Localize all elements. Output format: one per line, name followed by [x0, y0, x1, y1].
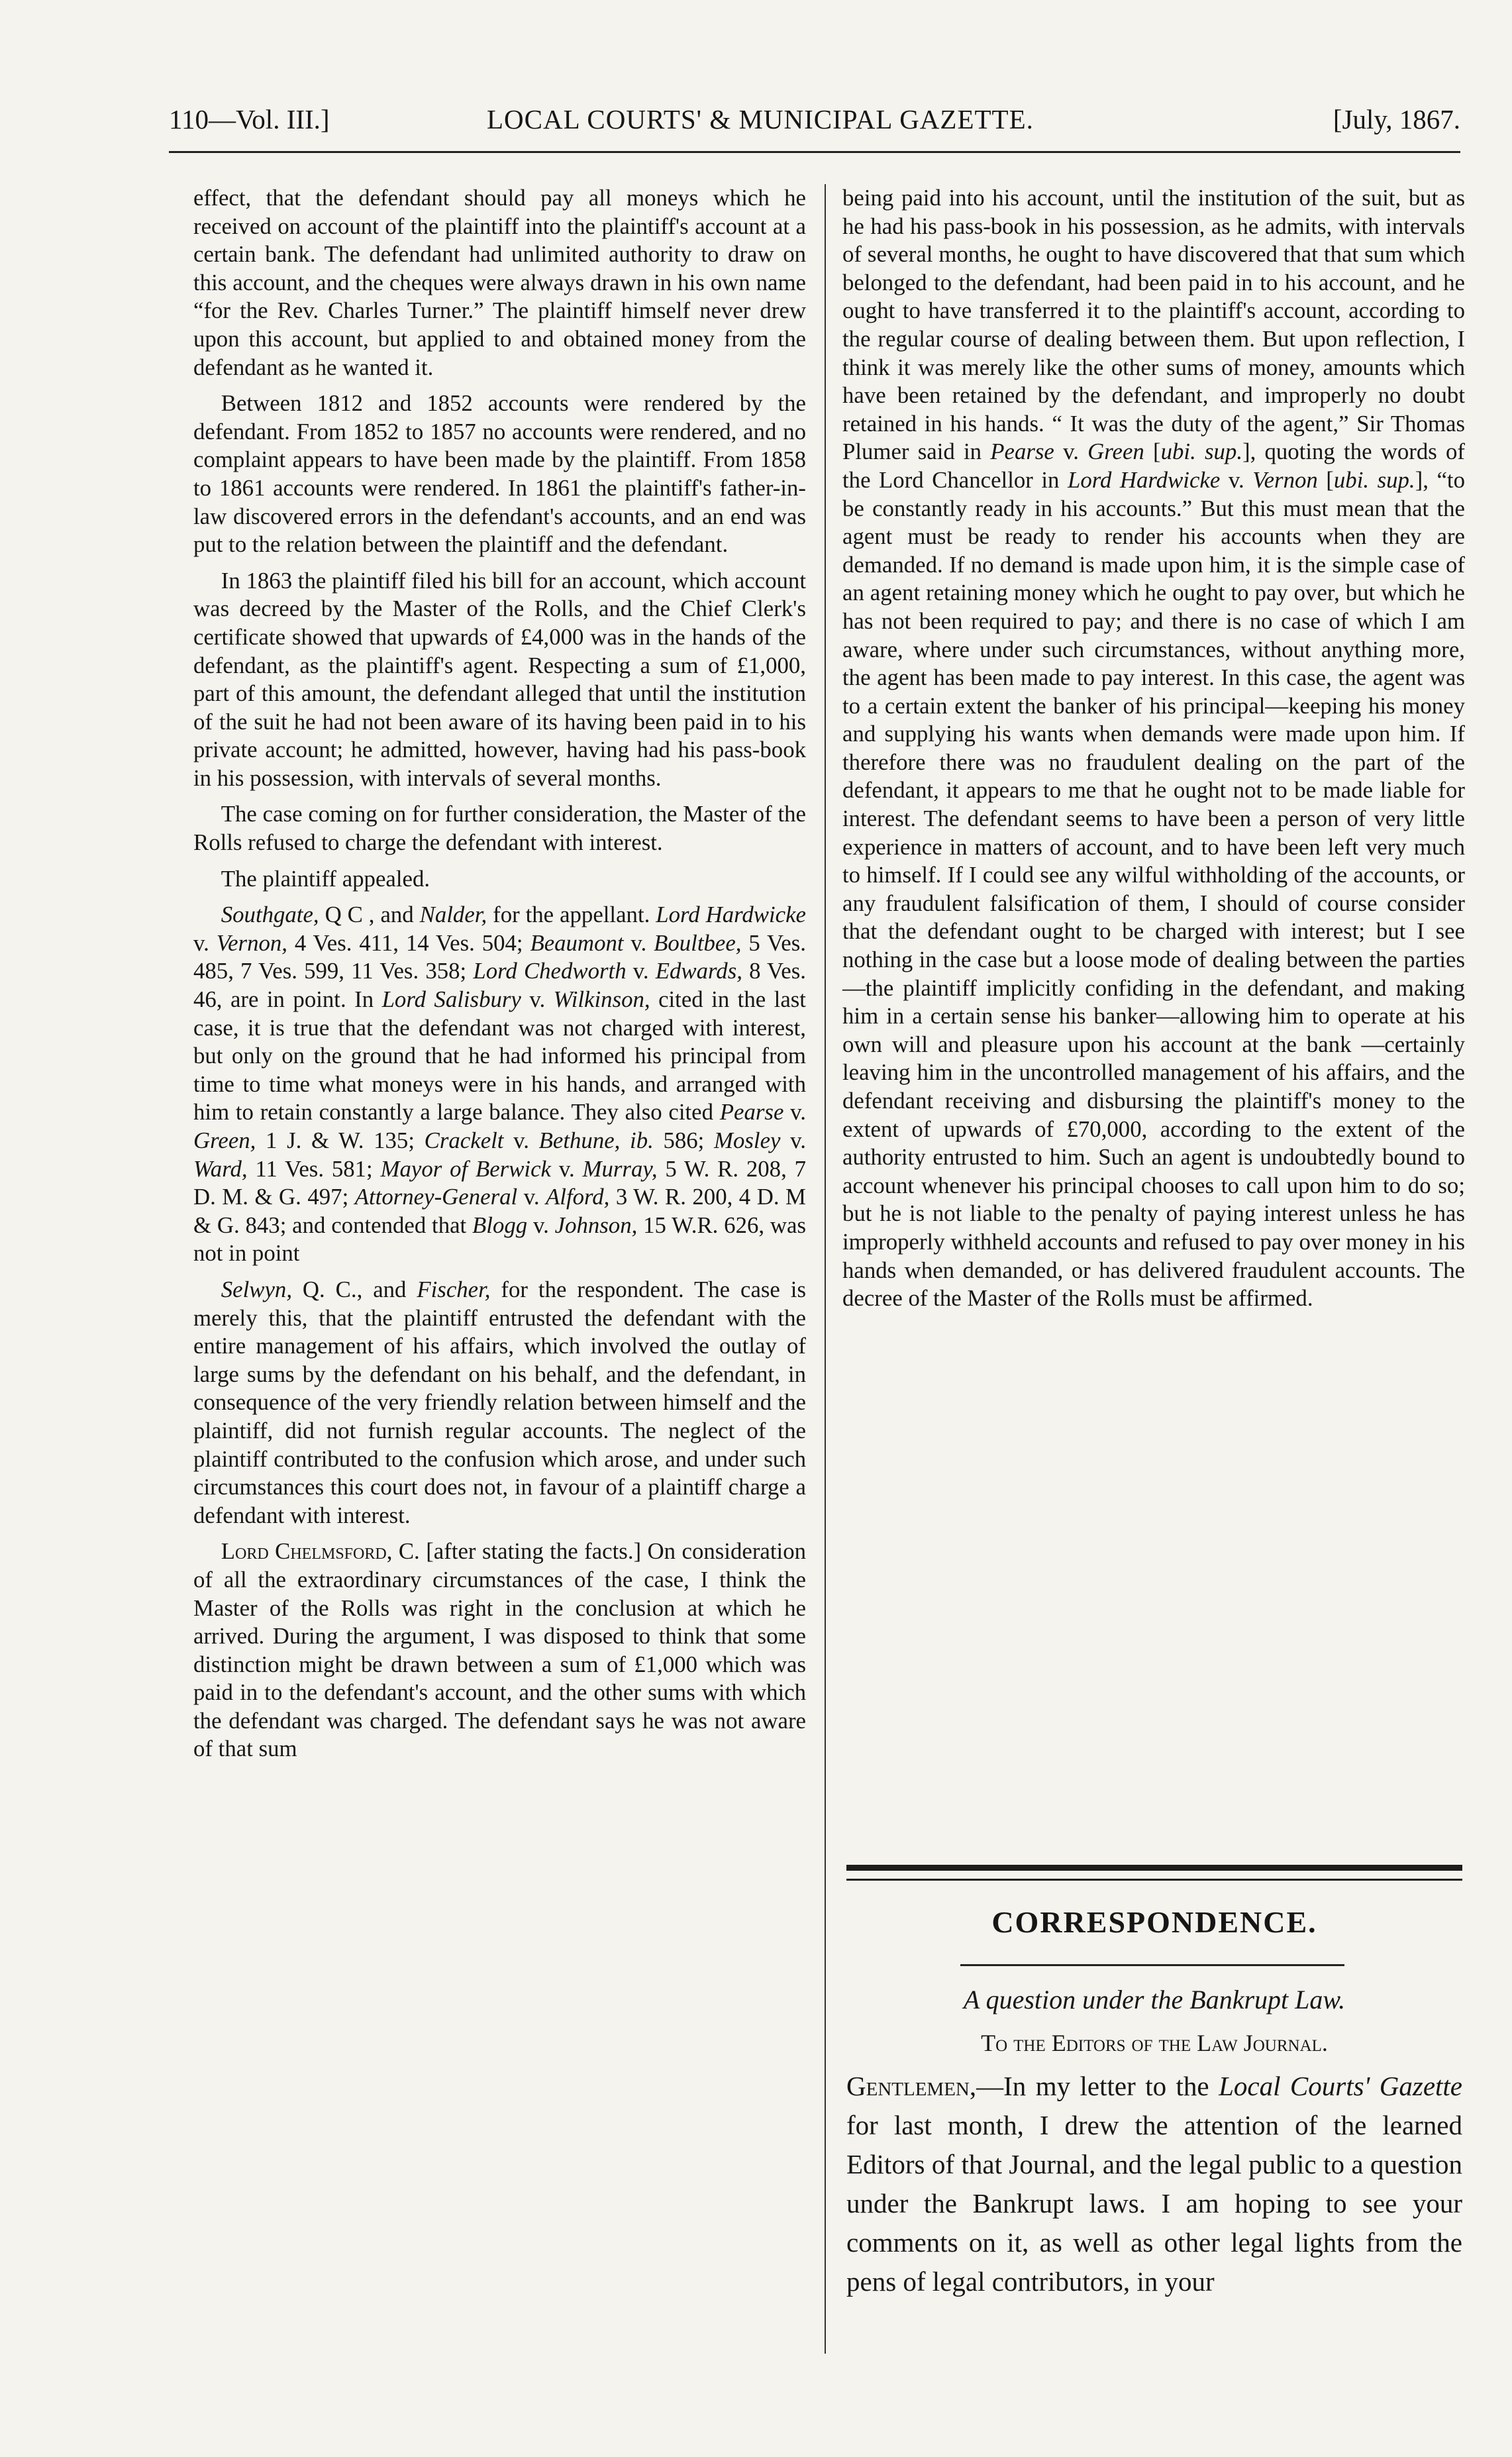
letter-text: [846, 2071, 1462, 2297]
text-run: v.: [623, 929, 654, 956]
italic-citation: ubi. sup.: [1333, 466, 1415, 493]
italic-citation: Lord Hardwicke: [656, 902, 806, 928]
left-paragraph-2: Between 1812 and 1852 accounts were rendered by the defendant. From 1852 to 1857 no accounts were rendered, and no complaint appears to have been made by the plaintiff. From 1858 to 1861 accounts were rendered. In 1861 the plaintiff's father-in-law discovered errors in the defendant's accounts, and an end was put to the relation between the plaintiff and the defendant.: [193, 390, 806, 558]
text-run: 5 Ves. 485, 7 Ves. 599, 11 Ves. 358;: [193, 929, 806, 984]
correspondence-heading: CORRESPONDENCE.: [991, 1905, 1317, 1939]
italic-citation: Pearse: [719, 1099, 784, 1125]
italic-citation: Beaumont: [530, 929, 624, 956]
text-run: v.: [551, 1155, 583, 1182]
text-run: v.: [780, 1127, 806, 1153]
italic-citation: Green: [1087, 439, 1144, 465]
italic-citation: Green,: [193, 1127, 256, 1153]
publication-title: LOCAL COURTS' & MUNICIPAL GAZETTE.: [487, 104, 1034, 134]
judgment-text: [after stating the facts.] On consideration of all the extraordinary circumstances of the case, I think the Master of the Rolls was right in the conclusion at which he arrived. During the argument, I was disposed to think that some distinction might be drawn between a sum of £1,000 which was paid in to the defendant's account, and the other sums with which the defendant was charged. The defendant says he was not aware of that sum: [193, 1538, 806, 1762]
text-run: v.: [527, 1212, 555, 1238]
italic-citation: Edwards,: [655, 958, 742, 984]
text-run: Q C , and: [319, 902, 420, 928]
text-run: v.: [193, 929, 217, 956]
italic-citation: Southgate,: [221, 902, 319, 928]
text-run: 1 J. & W. 135;: [256, 1127, 425, 1153]
italic-citation: Blogg: [472, 1212, 528, 1238]
text-run: v.: [1220, 466, 1253, 493]
text-run: for the respondent. The case is merely this, that the plaintiff entrusted the defendant with the entire management of his affairs, which involved the outlay of large sums by the defendant on his behalf, and the defendant, in consequence of the very friendly relation between himself and the plaintiff, did not furnish regular accounts. The neglect of the plaintiff contributed to the confusion which arose, and under such circumstances this court does not, in favour of a plaintiff charge a defendant with interest.: [193, 1276, 806, 1528]
italic-citation: Lord Chedworth: [473, 958, 627, 984]
text-run: 15 W.R. 626, was not in point: [193, 1212, 806, 1267]
column-divider: [825, 184, 826, 2354]
italic-citation: Selwyn,: [221, 1276, 293, 1302]
italic-citation: Vernon: [1252, 466, 1318, 493]
page-number-volume: 110—Vol. III.]: [169, 104, 330, 134]
italic-citation: Pearse: [990, 439, 1054, 465]
italic-citation: Wilkinson,: [553, 986, 650, 1013]
left-column: [193, 184, 806, 1771]
text-run: ], “to be constantly ready in his accounts.” But this must mean that the agent must be ready to render his accounts when they are demanded. If no demand is made upon him, it is the simple case of an agent retaining money which he ought to pay over, but which he has not been required to pay; and there is no case of which I am aware, where under such circumstances, without anything more, the agent has been made to pay interest. In this case, the agent was to a certain extent the banker of his principal—keeping his money and supplying his wants when demands were made upon him. If therefore there was no fraudulent dealing on the part of the defendant, it appears to me that he ought not to be made liable for interest. The defendant seems to have been a person of very little experience in matters of account, and to have been left very much to himself. If I could see any wilful withholding of the accounts, or any fraudulent falsification of them, I should of course consider that the defendant ought to be charged with interest; but I see nothing in the case but a loose mode of dealing between the parties—the plaintiff implicitly confiding in the defendant, and making him in a certain sense his banker—allowing him to operate at his own will and pleasure upon his account at the bank —certainly leaving him in the uncontrolled management of his affairs, and the defendant receiving and disbursing the plaintiff's money to the extent of upwards of £70,000, according to the extent of the authority entrusted to him. Such an agent is undoubtedly bound to account whenever his principal chooses to call upon him to do so; but he is not liable to the penalty of paying interest unless he has improperly withheld accounts and refused to pay over money in his hands when demanded, or has delivered fraudulent accounts. The decree of the Master of the Rolls must be affirmed.: [842, 466, 1465, 1312]
text-run: v.: [521, 986, 554, 1013]
left-paragraph-8: [193, 1538, 806, 1763]
italic-citation: Alford,: [546, 1184, 610, 1210]
page-header: [169, 99, 1460, 139]
left-paragraph-6: [193, 901, 806, 1268]
italic-citation: Boultbee,: [654, 929, 742, 956]
text-run: for last month, I drew the attention of the learned Editors of that Journal, and the legal public to a question under the Bankrupt laws. I am hoping to see your comments on it, as well as other legal lights from the pens of legal contributors, in your: [846, 2110, 1462, 2297]
italic-citation: Bethune, ib.: [538, 1127, 654, 1153]
italic-citation: Local Courts' Gazette: [1219, 2071, 1462, 2101]
text-run: —In my letter to the: [976, 2071, 1219, 2101]
text-run: [: [1317, 466, 1334, 493]
italic-citation: Crackelt: [424, 1127, 504, 1153]
text-run: v.: [503, 1127, 539, 1153]
heading-rule: [960, 1964, 1344, 1966]
text-run: for the appellant.: [487, 902, 656, 928]
text-run: 3 W. R. 200, 4 D. M & G. 843; and contended that: [193, 1184, 806, 1238]
italic-citation: ubi. sup.: [1160, 439, 1243, 465]
left-paragraph-7: [193, 1276, 806, 1530]
text-run: 4 Ves. 411, 14 Ves. 504;: [287, 929, 530, 956]
text-run: v.: [783, 1099, 806, 1125]
text-run: v.: [517, 1184, 546, 1210]
text-run: 8 Ves. 46, are in point. In: [193, 958, 806, 1013]
section-rule-thin: [846, 1879, 1462, 1881]
italic-citation: Mayor of Berwick: [380, 1155, 551, 1182]
right-column: [842, 184, 1465, 1321]
italic-citation: Mosley: [714, 1127, 781, 1153]
text-run: cited in the last case, it is true that the defendant was not charged with interest, but only on the ground that he had informed his principal from time to time what moneys were in his hands, and arranged with him to retain constantly a large balance. They also cited: [193, 986, 806, 1125]
italic-citation: Johnson,: [554, 1212, 638, 1238]
text-run: 5 W. R. 208, 7 D. M. & G. 497;: [193, 1155, 806, 1210]
italic-citation: Vernon,: [216, 929, 287, 956]
text-run: ], quoting the words of the Lord Chancellor in: [842, 439, 1465, 493]
left-paragraph-4: The case coming on for further consideration, the Master of the Rolls refused to charge the defendant with interest.: [193, 801, 806, 856]
text-run: v.: [626, 958, 656, 984]
right-paragraph-1: [842, 184, 1465, 1313]
italic-citation: Lord Salisbury: [381, 986, 521, 1013]
left-paragraph-3: In 1863 the plaintiff filed his bill for an account, which account was decreed by the Master of the Rolls, and the Chief Clerk's certificate showed that upwards of £4,000 was in the hands of the defendant, as the plaintiff's agent. Respecting a sum of £1,000, part of this amount, the defendant alleged that until the institution of the suit he had not been aware of its having been paid in to his private account; he admitted, however, having had his pass-book in his possession, with intervals of several months.: [193, 567, 806, 791]
italic-citation: Fischer,: [417, 1276, 491, 1302]
text-run: Q. C., and: [292, 1276, 417, 1302]
text-run: [: [1144, 439, 1161, 465]
text-run: being paid into his account, until the institution of the suit, but as he had his pass-book in his possession, as he admits, with intervals of several months, he ought to have discovered that that sum which belonged to the defendant, had been paid in to his account, and he ought to have transferred it to the plaintiff's account, according to the regular course of dealing between them. But upon reflection, I think it was merely like the other sums of money, amounts which have been retained by the defendant, and improperly no doubt retained in his hands. “ It was the duty of the agent,” Sir Thomas Plumer said in: [842, 185, 1465, 465]
italic-citation: Nalder,: [419, 902, 487, 928]
section-rule-thick: [846, 1865, 1462, 1871]
header-rule: [169, 151, 1460, 153]
italic-citation: Murray,: [582, 1155, 658, 1182]
italic-citation: Ward,: [193, 1155, 248, 1182]
italic-citation: Attorney-General: [354, 1184, 518, 1210]
italic-citation: Lord Hardwicke: [1067, 466, 1221, 493]
text-run: v.: [1054, 439, 1088, 465]
left-paragraph-5: The plaintiff appealed.: [221, 865, 430, 892]
left-paragraph-1: effect, that the defendant should pay all moneys which he received on account of the plaintiff into the plaintiff's account at a certain bank. The defendant had unlimited authority to draw on this account, and the cheques were always drawn in his own name “for the Rev. Charles Turner.” The plaintiff himself never drew upon this account, but applied to and obtained money from the defendant as he wanted it.: [193, 185, 806, 380]
text-run: 586;: [653, 1127, 714, 1153]
letter-greeting: Gentlemen,: [846, 2071, 977, 2101]
issue-date: [July, 1867.: [1333, 104, 1460, 134]
text-run: 11 Ves. 581;: [247, 1155, 381, 1182]
judge-name: Lord Chelmsford, C.: [221, 1538, 420, 1565]
letter-title: A question under the Bankrupt Law.: [963, 1985, 1346, 2014]
letter-body: [846, 2067, 1462, 2301]
letter-address: To the Editors of the Law Journal.: [981, 2030, 1328, 2056]
